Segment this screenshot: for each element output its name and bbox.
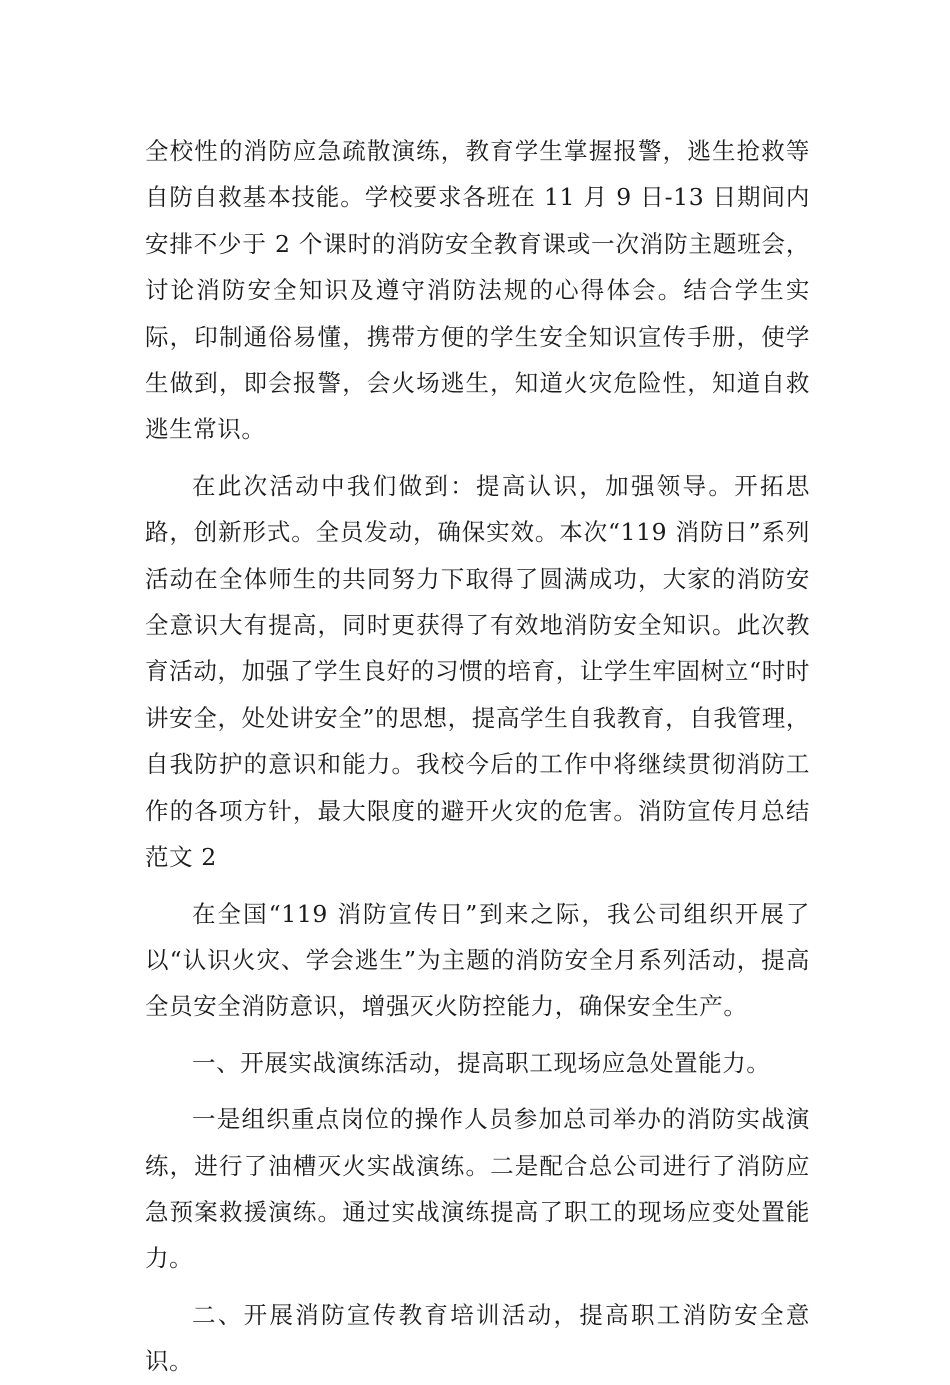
paragraph-2: 在此次活动中我们做到：提高认识，加强领导。开拓思路，创新形式。全员发动，确保实效。本次“119 消防日”系列活动在全体师生的共同努力下取得了圆满成功，大家的消防安全意识大有提高，同时更获得了有效地消防安全知识。此次教育活动，加强了学生良好的习惯的培育，让学生牢固树立“时时讲安全，处处讲安全”的思想，提高学生自我教育，自我管理，自我防护的意识和能力。我校今后的工作中将继续贯彻消防工作的各项方针，最大限度的避开火灾的危害。消防宣传月总结范文 2 — [145, 471, 810, 872]
section-heading-2: 二、开展消防宣传教育培训活动，提高职工消防安全意识。 — [145, 1300, 810, 1376]
paragraph-1: 全校性的消防应急疏散演练，教育学生掌握报警，逃生抢救等自防自救基本技能。学校要求各班在 11 月 9 日-13 日期间内安排不少于 2 个课时的消防安全教育课或一次消防主题班会，讨论消防安全知识及遵守消防法规的心得体会。结合学生实际，印制通俗易懂，携带方便的学生安全知识宣传手册，使学生做到，即会报警，会火场逃生，知道火灾危险性，知道自救逃生常识。 — [145, 137, 810, 444]
section-heading-1: 一、开展实战演练活动，提高职工现场应急处置能力。 — [192, 1048, 771, 1077]
paragraph-3: 在全国“119 消防宣传日”到来之际，我公司组织开展了以“认识火灾、学会逃生”为主题的消防安全月系列活动，提高全员安全消防意识，增强灭火防控能力，确保安全生产。 — [145, 899, 810, 1021]
paragraph-4: 一是组织重点岗位的操作人员参加总司举办的消防实战演练，进行了油槽灭火实战演练。二是配合总公司进行了消防应急预案救援演练。通过实战演练提高了职工的现场应变处置能力。 — [145, 1105, 810, 1273]
document-body — [145, 128, 810, 1385]
